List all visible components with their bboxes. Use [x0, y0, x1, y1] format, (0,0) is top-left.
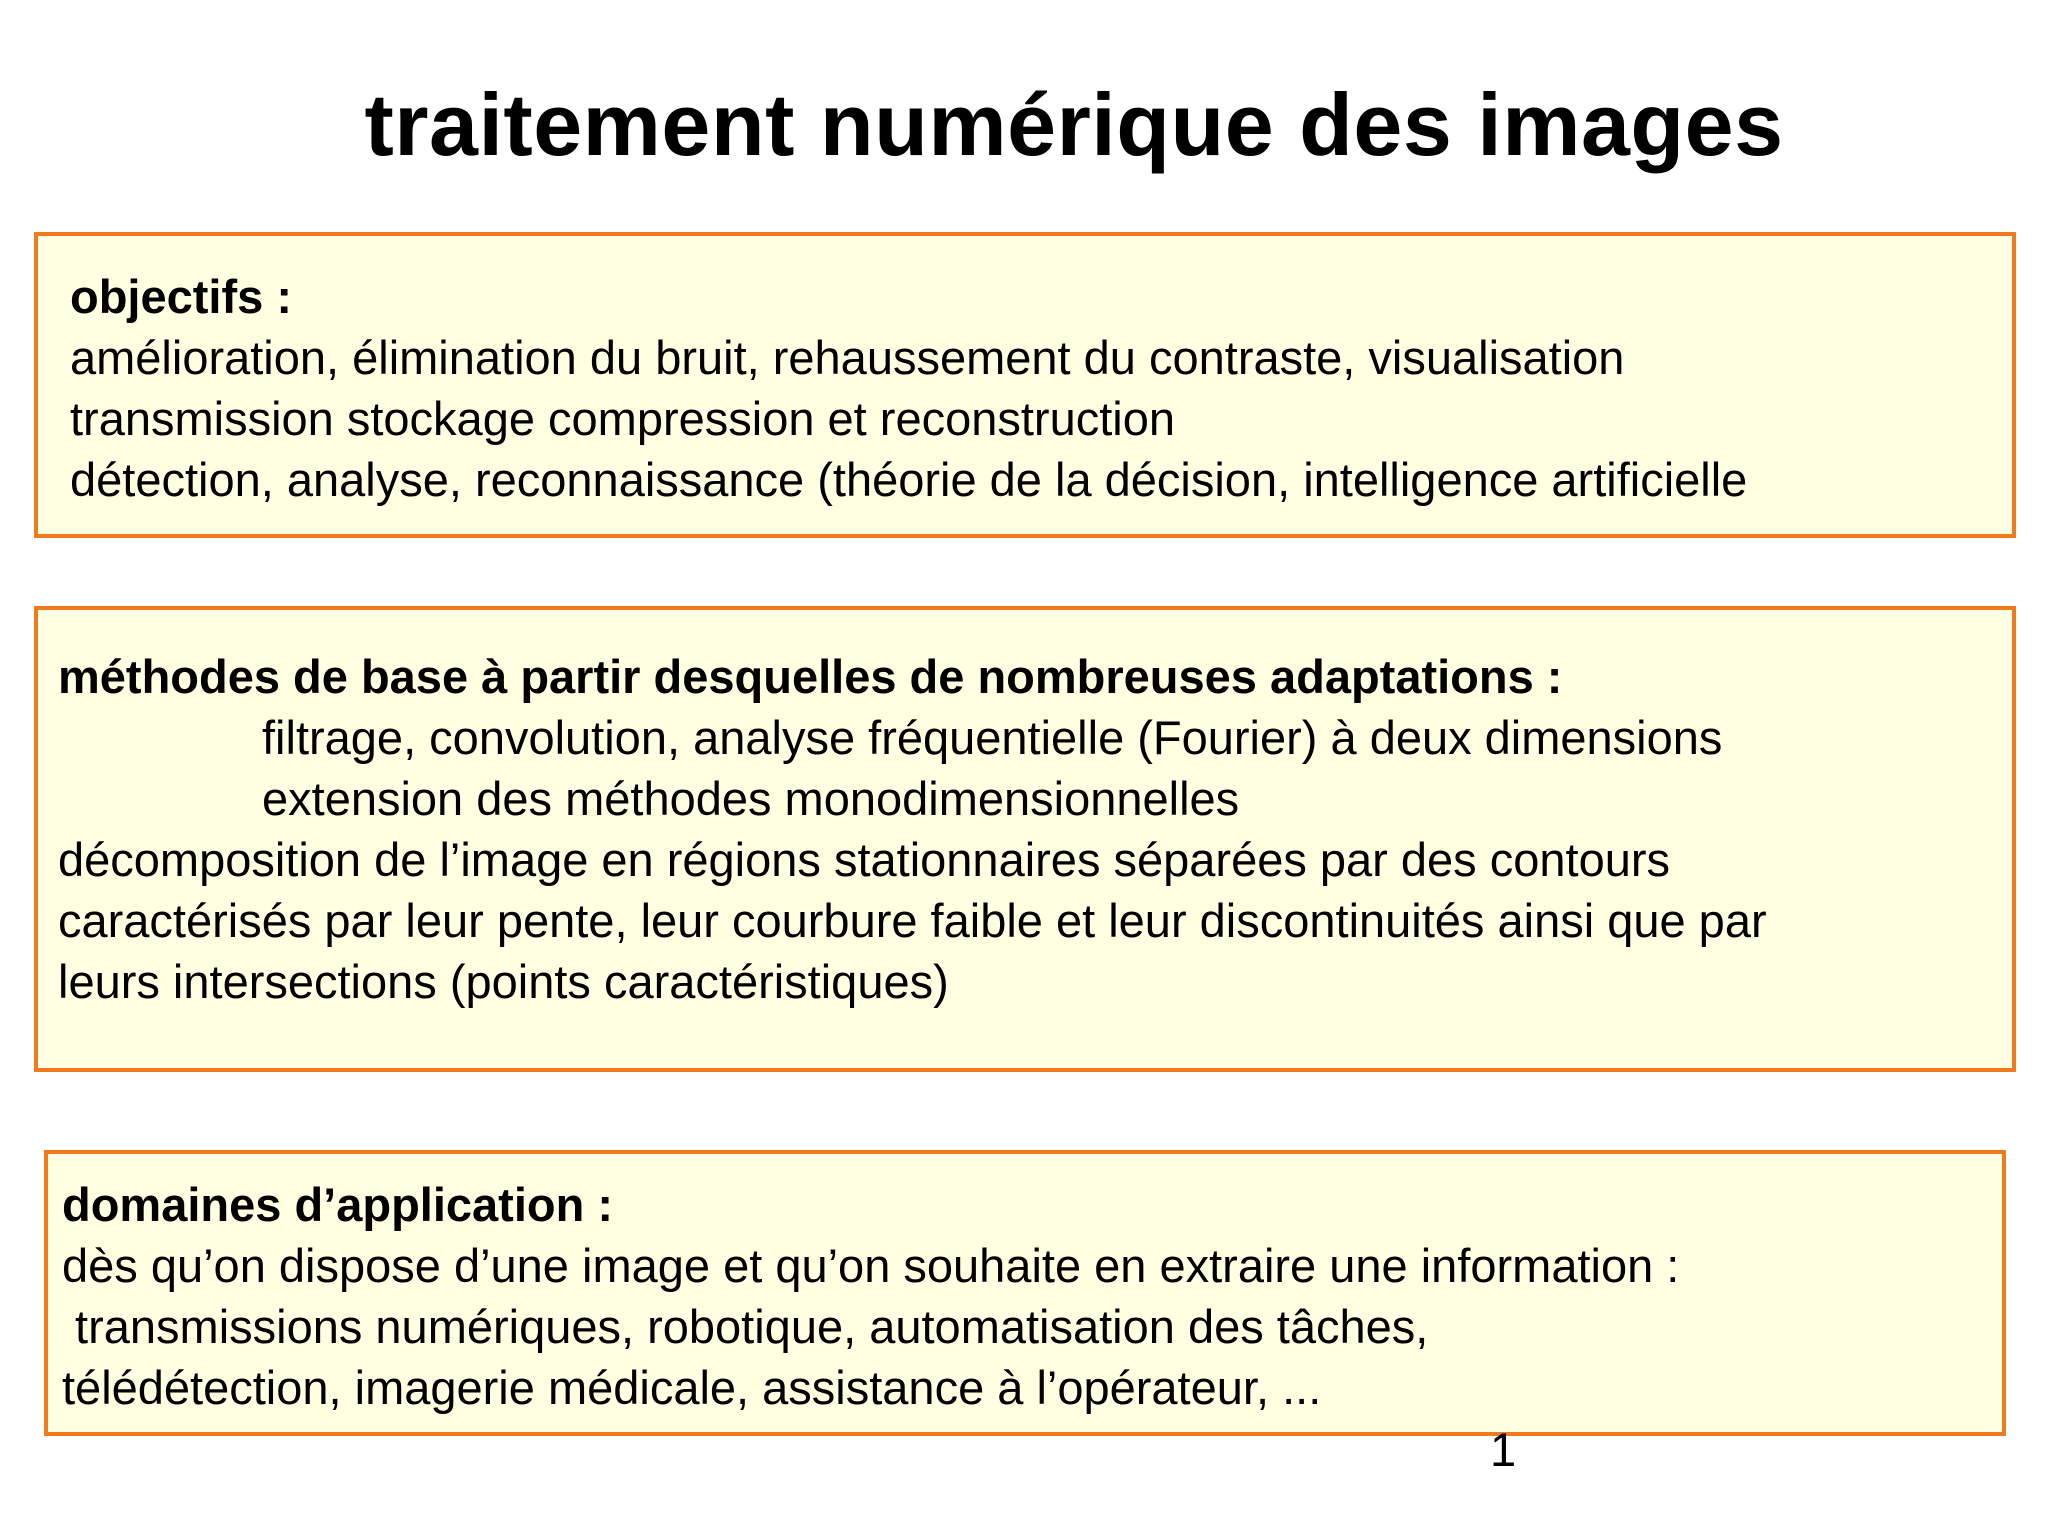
- methodes-line: caractérisés par leur pente, leur courbure faible et leur discontinuités ainsi que par: [58, 894, 1767, 947]
- objectifs-line: amélioration, élimination du bruit, rehaussement du contraste, visualisation: [70, 331, 1625, 384]
- methodes-indented-line: extension des méthodes monodimensionnelles: [262, 772, 1240, 825]
- objectifs-heading: objectifs :: [70, 270, 292, 323]
- domaines-line: dès qu’on dispose d’une image et qu’on souhaite en extraire une information :: [62, 1239, 1680, 1292]
- methodes-indented-line: filtrage, convolution, analyse fréquentielle (Fourier) à deux dimensions: [262, 711, 1723, 764]
- domaines-line: transmissions numériques, robotique, automatisation des tâches,: [62, 1300, 1429, 1353]
- methodes-line: leurs intersections (points caractéristiques): [58, 955, 949, 1008]
- objectifs-line: transmission stockage compression et reconstruction: [70, 392, 1175, 445]
- methodes-line: décomposition de l’image en régions stationnaires séparées par des contours: [58, 833, 1670, 886]
- page-number: 1: [1490, 1423, 1517, 1476]
- methodes-heading: méthodes de base à partir desquelles de nombreuses adaptations :: [58, 650, 1563, 703]
- domaines-line: télédétection, imagerie médicale, assistance à l’opérateur, ...: [62, 1361, 1322, 1414]
- methodes-box: [34, 606, 2016, 1072]
- objectifs-line: détection, analyse, reconnaissance (théorie de la décision, intelligence artificielle: [70, 453, 1748, 506]
- objectifs-box: [34, 232, 2016, 538]
- slide-title: traitement numérique des images: [364, 75, 1784, 174]
- domaines-heading: domaines d’application :: [62, 1178, 614, 1231]
- domaines-box: [44, 1150, 2006, 1436]
